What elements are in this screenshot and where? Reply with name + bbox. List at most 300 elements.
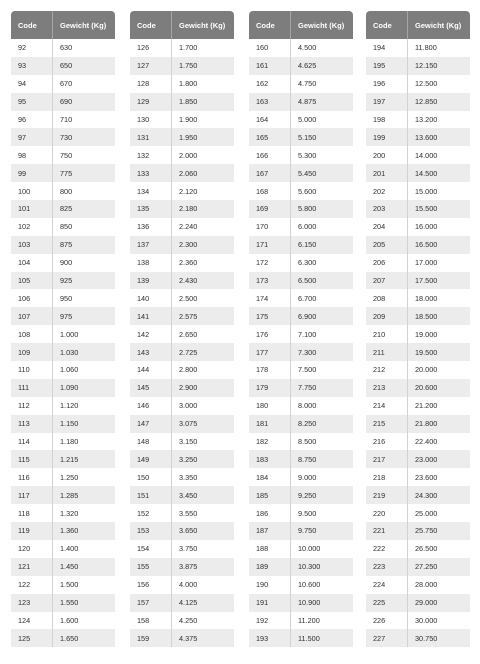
code-cell: 173 bbox=[249, 272, 291, 290]
code-cell: 140 bbox=[130, 289, 172, 307]
weight-cell: 9.250 bbox=[298, 490, 317, 500]
weight-cell: 16.000 bbox=[415, 222, 438, 232]
weight-cell: 730 bbox=[60, 132, 73, 142]
weight-cell: 6.150 bbox=[298, 240, 317, 250]
table-row bbox=[249, 361, 353, 379]
table-row bbox=[130, 361, 234, 379]
table-body bbox=[130, 39, 234, 647]
code-cell: 125 bbox=[11, 629, 53, 647]
code-cell: 227 bbox=[366, 629, 408, 647]
code-cell: 100 bbox=[11, 182, 53, 200]
weight-cell: 29.000 bbox=[415, 598, 438, 608]
code-cell: 137 bbox=[130, 236, 172, 254]
weight-cell: 30.750 bbox=[415, 633, 438, 643]
code-cell: 205 bbox=[366, 236, 408, 254]
table-body bbox=[249, 39, 353, 647]
weight-cell: 2.000 bbox=[179, 150, 198, 160]
table-row bbox=[249, 75, 353, 93]
table-row bbox=[130, 522, 234, 540]
code-cell: 189 bbox=[249, 558, 291, 576]
weight-cell: 6.500 bbox=[298, 276, 317, 286]
code-cell: 191 bbox=[249, 594, 291, 612]
table-header bbox=[366, 11, 470, 39]
weight-cell: 900 bbox=[60, 258, 73, 268]
code-cell: 113 bbox=[11, 415, 53, 433]
table-row bbox=[130, 594, 234, 612]
table-row bbox=[130, 218, 234, 236]
code-cell: 154 bbox=[130, 540, 172, 558]
table-row bbox=[11, 504, 115, 522]
header-code: Code bbox=[249, 11, 291, 39]
weight-cell: 18.500 bbox=[415, 311, 438, 321]
table-row bbox=[11, 433, 115, 451]
weight-cell: 4.125 bbox=[179, 598, 198, 608]
table-row bbox=[11, 450, 115, 468]
table-row bbox=[249, 433, 353, 451]
header-weight: Gewicht (Kg) bbox=[298, 20, 345, 30]
weight-cell: 5.600 bbox=[298, 186, 317, 196]
table-row bbox=[11, 236, 115, 254]
code-cell: 199 bbox=[366, 128, 408, 146]
code-cell: 144 bbox=[130, 361, 172, 379]
table-row bbox=[11, 57, 115, 75]
weight-cell: 7.300 bbox=[298, 347, 317, 357]
code-cell: 167 bbox=[249, 164, 291, 182]
code-cell: 145 bbox=[130, 379, 172, 397]
weight-cell: 12.500 bbox=[415, 79, 438, 89]
weight-cell: 1.090 bbox=[60, 383, 79, 393]
weight-cell: 19.000 bbox=[415, 329, 438, 339]
weight-cell: 8.750 bbox=[298, 454, 317, 464]
code-cell: 215 bbox=[366, 415, 408, 433]
weight-cell: 28.000 bbox=[415, 580, 438, 590]
code-cell: 156 bbox=[130, 576, 172, 594]
weight-cell: 22.400 bbox=[415, 437, 438, 447]
weight-cell: 1.750 bbox=[179, 61, 198, 71]
weight-cell: 6.900 bbox=[298, 311, 317, 321]
code-cell: 187 bbox=[249, 522, 291, 540]
weight-cell: 4.000 bbox=[179, 580, 198, 590]
table-row bbox=[11, 39, 115, 57]
weight-cell: 8.250 bbox=[298, 419, 317, 429]
code-cell: 226 bbox=[366, 612, 408, 630]
table-row bbox=[11, 558, 115, 576]
code-cell: 222 bbox=[366, 540, 408, 558]
table-row bbox=[249, 504, 353, 522]
code-cell: 211 bbox=[366, 343, 408, 361]
table-row bbox=[249, 128, 353, 146]
weight-cell: 2.725 bbox=[179, 347, 198, 357]
code-cell: 196 bbox=[366, 75, 408, 93]
table-row bbox=[249, 325, 353, 343]
weight-cell: 7.100 bbox=[298, 329, 317, 339]
code-cell: 130 bbox=[130, 111, 172, 129]
code-cell: 115 bbox=[11, 450, 53, 468]
code-cell: 204 bbox=[366, 218, 408, 236]
table-row bbox=[249, 343, 353, 361]
weight-cell: 1.850 bbox=[179, 97, 198, 107]
table-row bbox=[130, 236, 234, 254]
code-cell: 219 bbox=[366, 486, 408, 504]
header-weight: Gewicht (Kg) bbox=[60, 20, 107, 30]
table-body bbox=[366, 39, 470, 647]
weight-cell: 1.150 bbox=[60, 419, 79, 429]
code-cell: 99 bbox=[11, 164, 53, 182]
weight-cell: 2.240 bbox=[179, 222, 198, 232]
weight-cell: 3.250 bbox=[179, 454, 198, 464]
weight-cell: 1.320 bbox=[60, 508, 79, 518]
table-row bbox=[130, 468, 234, 486]
table-row bbox=[249, 540, 353, 558]
code-cell: 93 bbox=[11, 57, 53, 75]
header-code: Code bbox=[130, 11, 172, 39]
table-row bbox=[249, 486, 353, 504]
weight-cell: 975 bbox=[60, 311, 73, 321]
weight-cell: 5.800 bbox=[298, 204, 317, 214]
weight-cell: 2.500 bbox=[179, 293, 198, 303]
table-row bbox=[130, 200, 234, 218]
table-row bbox=[366, 254, 470, 272]
code-cell: 117 bbox=[11, 486, 53, 504]
code-cell: 141 bbox=[130, 307, 172, 325]
table-row bbox=[366, 307, 470, 325]
table-row bbox=[11, 343, 115, 361]
table-row bbox=[366, 629, 470, 647]
weight-cell: 25.000 bbox=[415, 508, 438, 518]
weight-cell: 1.550 bbox=[60, 598, 79, 608]
weight-cell: 2.300 bbox=[179, 240, 198, 250]
code-cell: 197 bbox=[366, 93, 408, 111]
weight-cell: 775 bbox=[60, 168, 73, 178]
code-cell: 123 bbox=[11, 594, 53, 612]
code-cell: 160 bbox=[249, 39, 291, 57]
table-row bbox=[366, 612, 470, 630]
table-row bbox=[130, 254, 234, 272]
table-row bbox=[130, 146, 234, 164]
code-cell: 192 bbox=[249, 612, 291, 630]
code-cell: 175 bbox=[249, 307, 291, 325]
weight-cell: 3.750 bbox=[179, 544, 198, 554]
code-cell: 143 bbox=[130, 343, 172, 361]
code-cell: 104 bbox=[11, 254, 53, 272]
header-weight: Gewicht (Kg) bbox=[415, 20, 462, 30]
code-cell: 194 bbox=[366, 39, 408, 57]
weight-cell: 12.150 bbox=[415, 61, 438, 71]
table-row bbox=[366, 522, 470, 540]
code-cell: 168 bbox=[249, 182, 291, 200]
weight-cell: 10.600 bbox=[298, 580, 321, 590]
weight-cell: 17.000 bbox=[415, 258, 438, 268]
table-row bbox=[130, 629, 234, 647]
weight-cell: 3.150 bbox=[179, 437, 198, 447]
table-row bbox=[249, 415, 353, 433]
table-row bbox=[249, 397, 353, 415]
code-cell: 164 bbox=[249, 111, 291, 129]
table-row bbox=[11, 146, 115, 164]
table-row bbox=[366, 200, 470, 218]
code-cell: 135 bbox=[130, 200, 172, 218]
weight-cell: 950 bbox=[60, 293, 73, 303]
table-row bbox=[11, 289, 115, 307]
table-row bbox=[249, 289, 353, 307]
weight-cell: 4.375 bbox=[179, 633, 198, 643]
code-cell: 158 bbox=[130, 612, 172, 630]
weight-cell: 10.000 bbox=[298, 544, 321, 554]
table-row bbox=[130, 307, 234, 325]
code-cell: 105 bbox=[11, 272, 53, 290]
weight-cell: 19.500 bbox=[415, 347, 438, 357]
table-row bbox=[249, 594, 353, 612]
code-cell: 108 bbox=[11, 325, 53, 343]
code-cell: 190 bbox=[249, 576, 291, 594]
code-cell: 212 bbox=[366, 361, 408, 379]
code-cell: 198 bbox=[366, 111, 408, 129]
weight-cell: 925 bbox=[60, 276, 73, 286]
code-cell: 176 bbox=[249, 325, 291, 343]
table-row bbox=[130, 57, 234, 75]
table-row bbox=[366, 39, 470, 57]
code-cell: 128 bbox=[130, 75, 172, 93]
table-row bbox=[130, 576, 234, 594]
code-cell: 142 bbox=[130, 325, 172, 343]
table-row bbox=[366, 576, 470, 594]
weight-cell: 5.300 bbox=[298, 150, 317, 160]
table-row bbox=[130, 39, 234, 57]
table-row bbox=[130, 379, 234, 397]
table-row bbox=[249, 146, 353, 164]
weight-cell: 6.700 bbox=[298, 293, 317, 303]
code-cell: 146 bbox=[130, 397, 172, 415]
weight-cell: 2.180 bbox=[179, 204, 198, 214]
table-row bbox=[249, 379, 353, 397]
code-cell: 92 bbox=[11, 39, 53, 57]
table-row bbox=[130, 289, 234, 307]
weight-cell: 1.250 bbox=[60, 472, 79, 482]
weight-cell: 1.900 bbox=[179, 115, 198, 124]
weight-table-3 bbox=[249, 11, 353, 647]
weight-cell: 850 bbox=[60, 222, 73, 232]
weight-cell: 2.575 bbox=[179, 311, 198, 321]
table-row bbox=[11, 361, 115, 379]
code-cell: 181 bbox=[249, 415, 291, 433]
weight-cell: 23.000 bbox=[415, 454, 438, 464]
code-cell: 112 bbox=[11, 397, 53, 415]
code-cell: 153 bbox=[130, 522, 172, 540]
table-row bbox=[249, 450, 353, 468]
weight-cell: 18.000 bbox=[415, 293, 438, 303]
table-row bbox=[366, 594, 470, 612]
weight-cell: 30.000 bbox=[415, 615, 438, 625]
code-cell: 202 bbox=[366, 182, 408, 200]
weight-cell: 4.750 bbox=[298, 79, 317, 89]
table-row bbox=[130, 612, 234, 630]
code-cell: 139 bbox=[130, 272, 172, 290]
code-cell: 119 bbox=[11, 522, 53, 540]
weight-cell: 750 bbox=[60, 150, 73, 160]
code-cell: 206 bbox=[366, 254, 408, 272]
weight-cell: 4.500 bbox=[298, 43, 317, 53]
weight-table-1 bbox=[11, 11, 115, 647]
weight-cell: 2.650 bbox=[179, 329, 198, 339]
table-row bbox=[11, 612, 115, 630]
table-row bbox=[249, 39, 353, 57]
table-row bbox=[366, 164, 470, 182]
weight-cell: 17.500 bbox=[415, 276, 438, 286]
table-row bbox=[366, 486, 470, 504]
weight-cell: 690 bbox=[60, 97, 73, 107]
code-cell: 179 bbox=[249, 379, 291, 397]
weight-table-4 bbox=[366, 11, 470, 647]
table-row bbox=[130, 128, 234, 146]
table-row bbox=[366, 361, 470, 379]
table-row bbox=[366, 468, 470, 486]
code-cell: 213 bbox=[366, 379, 408, 397]
table-row bbox=[366, 146, 470, 164]
weight-cell: 1.700 bbox=[179, 43, 198, 53]
weight-cell: 1.400 bbox=[60, 544, 79, 554]
weight-cell: 3.075 bbox=[179, 419, 198, 429]
weight-cell: 1.600 bbox=[60, 615, 79, 625]
weight-cell: 15.000 bbox=[415, 186, 438, 196]
table-row bbox=[366, 504, 470, 522]
code-cell: 201 bbox=[366, 164, 408, 182]
code-cell: 210 bbox=[366, 325, 408, 343]
weight-cell: 11.500 bbox=[298, 633, 320, 643]
code-cell: 220 bbox=[366, 504, 408, 522]
table-row bbox=[366, 325, 470, 343]
code-cell: 162 bbox=[249, 75, 291, 93]
weight-cell: 1.800 bbox=[179, 79, 198, 89]
weight-cell: 1.215 bbox=[60, 454, 79, 464]
code-cell: 171 bbox=[249, 236, 291, 254]
table-row bbox=[11, 468, 115, 486]
table-row bbox=[11, 128, 115, 146]
weight-cell: 3.650 bbox=[179, 526, 198, 536]
code-cell: 207 bbox=[366, 272, 408, 290]
header-code: Code bbox=[11, 11, 53, 39]
weight-cell: 1.180 bbox=[60, 437, 79, 447]
weight-cell: 1.650 bbox=[60, 633, 79, 643]
weight-cell: 25.750 bbox=[415, 526, 438, 536]
weight-cell: 1.500 bbox=[60, 580, 79, 590]
weight-cell: 5.150 bbox=[298, 132, 317, 142]
table-row bbox=[249, 182, 353, 200]
code-cell: 177 bbox=[249, 343, 291, 361]
code-cell: 182 bbox=[249, 433, 291, 451]
code-cell: 116 bbox=[11, 468, 53, 486]
table-row bbox=[366, 343, 470, 361]
code-cell: 134 bbox=[130, 182, 172, 200]
code-cell: 96 bbox=[11, 111, 53, 129]
code-cell: 169 bbox=[249, 200, 291, 218]
code-cell: 157 bbox=[130, 594, 172, 612]
table-row bbox=[130, 182, 234, 200]
table-row bbox=[11, 111, 115, 129]
weight-cell: 650 bbox=[60, 61, 73, 71]
weight-cell: 16.500 bbox=[415, 240, 438, 250]
code-cell: 147 bbox=[130, 415, 172, 433]
code-cell: 133 bbox=[130, 164, 172, 182]
code-cell: 124 bbox=[11, 612, 53, 630]
weight-cell: 6.300 bbox=[298, 258, 317, 268]
table-row bbox=[11, 164, 115, 182]
table-row bbox=[130, 486, 234, 504]
weight-cell: 670 bbox=[60, 79, 73, 89]
table-row bbox=[11, 254, 115, 272]
weight-cell: 2.800 bbox=[179, 365, 198, 375]
table-row bbox=[130, 558, 234, 576]
table-row bbox=[249, 307, 353, 325]
code-cell: 131 bbox=[130, 128, 172, 146]
table-row bbox=[11, 182, 115, 200]
code-cell: 193 bbox=[249, 629, 291, 647]
table-row bbox=[130, 504, 234, 522]
table-row bbox=[249, 558, 353, 576]
weight-cell: 630 bbox=[60, 43, 73, 53]
code-cell: 185 bbox=[249, 486, 291, 504]
table-row bbox=[249, 522, 353, 540]
table-row bbox=[249, 57, 353, 75]
table-row bbox=[11, 629, 115, 647]
code-cell: 138 bbox=[130, 254, 172, 272]
table-row bbox=[130, 93, 234, 111]
code-cell: 152 bbox=[130, 504, 172, 522]
code-cell: 217 bbox=[366, 450, 408, 468]
weight-cell: 3.550 bbox=[179, 508, 198, 518]
table-row bbox=[249, 93, 353, 111]
code-cell: 180 bbox=[249, 397, 291, 415]
table-row bbox=[11, 415, 115, 433]
code-cell: 98 bbox=[11, 146, 53, 164]
code-cell: 172 bbox=[249, 254, 291, 272]
weight-table-2 bbox=[130, 11, 234, 647]
code-cell: 149 bbox=[130, 450, 172, 468]
code-cell: 114 bbox=[11, 433, 53, 451]
code-cell: 218 bbox=[366, 468, 408, 486]
table-row bbox=[249, 272, 353, 290]
table-row bbox=[11, 379, 115, 397]
code-cell: 216 bbox=[366, 433, 408, 451]
weight-cell: 10.300 bbox=[298, 562, 321, 572]
weight-cell: 1.060 bbox=[60, 365, 79, 375]
code-cell: 132 bbox=[130, 146, 172, 164]
table-row bbox=[366, 218, 470, 236]
weight-cell: 8.000 bbox=[298, 401, 317, 411]
weight-cell: 9.500 bbox=[298, 508, 317, 518]
weight-cell: 20.600 bbox=[415, 383, 438, 393]
code-cell: 165 bbox=[249, 128, 291, 146]
weight-cell: 2.060 bbox=[179, 168, 198, 178]
weight-cell: 1.360 bbox=[60, 526, 79, 536]
code-cell: 159 bbox=[130, 629, 172, 647]
weight-cell: 11.800 bbox=[415, 43, 437, 53]
code-cell: 209 bbox=[366, 307, 408, 325]
table-row bbox=[366, 272, 470, 290]
code-cell: 166 bbox=[249, 146, 291, 164]
code-cell: 120 bbox=[11, 540, 53, 558]
weight-cell: 1.000 bbox=[60, 329, 79, 339]
weight-cell: 4.875 bbox=[298, 97, 317, 107]
code-cell: 110 bbox=[11, 361, 53, 379]
weight-cell: 20.000 bbox=[415, 365, 438, 375]
table-row bbox=[11, 397, 115, 415]
code-cell: 225 bbox=[366, 594, 408, 612]
weight-cell: 5.000 bbox=[298, 115, 317, 124]
weight-cell: 9.750 bbox=[298, 526, 317, 536]
weight-cell: 6.000 bbox=[298, 222, 317, 232]
weight-cell: 27.250 bbox=[415, 562, 438, 572]
code-cell: 129 bbox=[130, 93, 172, 111]
